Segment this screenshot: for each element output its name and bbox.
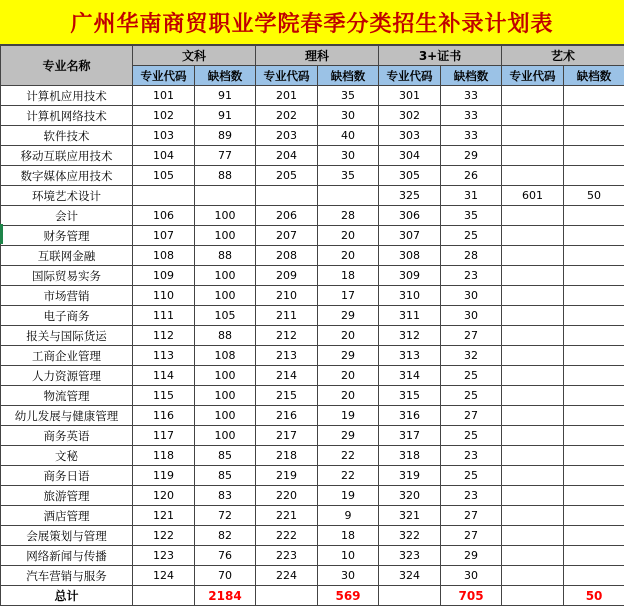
cert-quota-cell[interactable]: 30 — [441, 306, 502, 326]
science-code-cell[interactable]: 210 — [256, 286, 318, 306]
art-code-cell[interactable] — [502, 406, 564, 426]
science-code-cell[interactable]: 216 — [256, 406, 318, 426]
science-quota-cell[interactable]: 20 — [318, 366, 379, 386]
header-quota[interactable]: 缺档数 — [318, 66, 379, 86]
table-row — [1, 526, 624, 546]
science-quota-cell[interactable]: 30 — [318, 146, 379, 166]
total-row — [1, 586, 624, 606]
art-quota-cell[interactable] — [564, 546, 624, 566]
total-certificate[interactable]: 705 — [441, 586, 502, 606]
header-quota[interactable]: 缺档数 — [195, 66, 256, 86]
cert-quota-cell[interactable]: 27 — [441, 406, 502, 426]
header-major-name[interactable]: 专业名称 — [1, 46, 133, 86]
cert-quota-cell[interactable]: 33 — [441, 86, 502, 106]
header-code[interactable]: 专业代码 — [502, 66, 564, 86]
science-quota-cell[interactable]: 18 — [318, 526, 379, 546]
total-empty-cell[interactable] — [256, 586, 318, 606]
art-quota-cell[interactable] — [564, 266, 624, 286]
liberal-code-cell[interactable]: 107 — [133, 226, 195, 246]
table-row — [1, 406, 624, 426]
cert-quota-cell[interactable]: 25 — [441, 226, 502, 246]
art-code-cell[interactable] — [502, 126, 564, 146]
science-quota-cell[interactable]: 19 — [318, 486, 379, 506]
science-quota-cell[interactable]: 20 — [318, 326, 379, 346]
art-quota-cell[interactable] — [564, 286, 624, 306]
art-quota-cell[interactable] — [564, 126, 624, 146]
liberal-code-cell[interactable]: 122 — [133, 526, 195, 546]
cert-quota-cell[interactable]: 30 — [441, 286, 502, 306]
liberal-quota-cell[interactable]: 85 — [195, 466, 256, 486]
table-row — [1, 306, 624, 326]
cert-quota-cell[interactable]: 35 — [441, 206, 502, 226]
art-quota-cell[interactable] — [564, 506, 624, 526]
liberal-code-cell[interactable]: 117 — [133, 426, 195, 446]
cert-code-cell[interactable]: 312 — [379, 326, 441, 346]
science-code-cell[interactable]: 219 — [256, 466, 318, 486]
science-quota-cell[interactable] — [318, 186, 379, 206]
table-row — [1, 146, 624, 166]
major-name-cell[interactable]: 计算机应用技术 — [1, 86, 133, 106]
liberal-code-cell[interactable]: 112 — [133, 326, 195, 346]
total-liberal-arts[interactable]: 2184 — [195, 586, 256, 606]
science-code-cell[interactable]: 220 — [256, 486, 318, 506]
header-code[interactable]: 专业代码 — [133, 66, 195, 86]
cert-quota-cell[interactable]: 31 — [441, 186, 502, 206]
art-code-cell[interactable] — [502, 546, 564, 566]
art-code-cell[interactable] — [502, 506, 564, 526]
cert-code-cell[interactable]: 307 — [379, 226, 441, 246]
art-quota-cell[interactable] — [564, 346, 624, 366]
liberal-quota-cell[interactable]: 100 — [195, 406, 256, 426]
art-code-cell[interactable] — [502, 306, 564, 326]
art-quota-cell[interactable] — [564, 466, 624, 486]
cert-code-cell[interactable]: 321 — [379, 506, 441, 526]
table-row — [1, 246, 624, 266]
science-code-cell[interactable]: 203 — [256, 126, 318, 146]
cert-quota-cell[interactable]: 23 — [441, 486, 502, 506]
cert-quota-cell[interactable]: 25 — [441, 466, 502, 486]
science-quota-cell[interactable]: 20 — [318, 226, 379, 246]
art-code-cell[interactable] — [502, 346, 564, 366]
cert-quota-cell[interactable]: 27 — [441, 326, 502, 346]
cert-quota-cell[interactable]: 27 — [441, 506, 502, 526]
total-empty-cell[interactable] — [379, 586, 441, 606]
major-name-cell[interactable]: 互联网金融 — [1, 246, 133, 266]
liberal-code-cell[interactable]: 108 — [133, 246, 195, 266]
cert-code-cell[interactable]: 317 — [379, 426, 441, 446]
liberal-quota-cell[interactable]: 100 — [195, 366, 256, 386]
liberal-code-cell[interactable]: 119 — [133, 466, 195, 486]
art-quota-cell[interactable] — [564, 526, 624, 546]
liberal-code-cell[interactable] — [133, 186, 195, 206]
table-row — [1, 86, 624, 106]
header-code[interactable]: 专业代码 — [256, 66, 318, 86]
science-code-cell[interactable]: 202 — [256, 106, 318, 126]
cert-code-cell[interactable]: 314 — [379, 366, 441, 386]
header-group-liberal-arts[interactable]: 文科 — [133, 46, 256, 66]
major-name-cell[interactable]: 市场营销 — [1, 286, 133, 306]
cert-code-cell[interactable]: 311 — [379, 306, 441, 326]
cert-code-cell[interactable]: 315 — [379, 386, 441, 406]
art-quota-cell[interactable] — [564, 486, 624, 506]
table-row — [1, 486, 624, 506]
science-quota-cell[interactable]: 40 — [318, 126, 379, 146]
major-name-cell[interactable]: 计算机网络技术 — [1, 106, 133, 126]
art-code-cell[interactable] — [502, 206, 564, 226]
liberal-code-cell[interactable]: 115 — [133, 386, 195, 406]
science-quota-cell[interactable]: 18 — [318, 266, 379, 286]
liberal-code-cell[interactable]: 123 — [133, 546, 195, 566]
art-quota-cell[interactable] — [564, 106, 624, 126]
liberal-quota-cell[interactable]: 72 — [195, 506, 256, 526]
science-quota-cell[interactable]: 9 — [318, 506, 379, 526]
total-empty-cell[interactable] — [133, 586, 195, 606]
science-quota-cell[interactable]: 10 — [318, 546, 379, 566]
major-name-cell[interactable]: 移动互联应用技术 — [1, 146, 133, 166]
total-label[interactable]: 总计 — [1, 586, 133, 606]
science-code-cell[interactable]: 201 — [256, 86, 318, 106]
liberal-quota-cell[interactable]: 105 — [195, 306, 256, 326]
science-code-cell[interactable]: 223 — [256, 546, 318, 566]
major-name-cell[interactable]: 幼儿发展与健康管理 — [1, 406, 133, 426]
cert-quota-cell[interactable]: 33 — [441, 126, 502, 146]
art-code-cell[interactable] — [502, 326, 564, 346]
table-row — [1, 326, 624, 346]
art-code-cell[interactable] — [502, 246, 564, 266]
cert-code-cell[interactable]: 306 — [379, 206, 441, 226]
cert-code-cell[interactable]: 308 — [379, 246, 441, 266]
cert-code-cell[interactable]: 324 — [379, 566, 441, 586]
science-quota-cell[interactable]: 19 — [318, 406, 379, 426]
science-quota-cell[interactable]: 30 — [318, 566, 379, 586]
liberal-code-cell[interactable]: 124 — [133, 566, 195, 586]
major-name-cell[interactable]: 环境艺术设计 — [1, 186, 133, 206]
table-row — [1, 446, 624, 466]
art-quota-cell[interactable] — [564, 246, 624, 266]
cert-quota-cell[interactable]: 26 — [441, 166, 502, 186]
major-name-cell[interactable]: 报关与国际货运 — [1, 326, 133, 346]
science-code-cell[interactable]: 204 — [256, 146, 318, 166]
art-code-cell[interactable] — [502, 86, 564, 106]
science-quota-cell[interactable]: 29 — [318, 426, 379, 446]
science-quota-cell[interactable]: 22 — [318, 446, 379, 466]
cert-code-cell[interactable]: 313 — [379, 346, 441, 366]
cert-code-cell[interactable]: 301 — [379, 86, 441, 106]
liberal-code-cell[interactable]: 110 — [133, 286, 195, 306]
header-group-science[interactable]: 理科 — [256, 46, 379, 66]
art-code-cell[interactable] — [502, 226, 564, 246]
major-name-cell[interactable]: 商务日语 — [1, 466, 133, 486]
cert-code-cell[interactable]: 322 — [379, 526, 441, 546]
table-row — [1, 266, 624, 286]
header-quota[interactable]: 缺档数 — [441, 66, 502, 86]
art-code-cell[interactable] — [502, 426, 564, 446]
science-code-cell[interactable]: 222 — [256, 526, 318, 546]
liberal-quota-cell[interactable]: 85 — [195, 446, 256, 466]
art-code-cell[interactable] — [502, 566, 564, 586]
cert-quota-cell[interactable]: 30 — [441, 566, 502, 586]
cert-quota-cell[interactable]: 29 — [441, 546, 502, 566]
enrollment-table — [0, 45, 624, 606]
science-quota-cell[interactable]: 35 — [318, 166, 379, 186]
liberal-code-cell[interactable]: 104 — [133, 146, 195, 166]
cert-quota-cell[interactable]: 25 — [441, 366, 502, 386]
total-art[interactable]: 50 — [564, 586, 624, 606]
table-row — [1, 186, 624, 206]
art-code-cell[interactable] — [502, 466, 564, 486]
art-quota-cell[interactable] — [564, 386, 624, 406]
art-code-cell[interactable] — [502, 106, 564, 126]
liberal-quota-cell[interactable] — [195, 186, 256, 206]
table-row — [1, 106, 624, 126]
liberal-quota-cell[interactable]: 82 — [195, 526, 256, 546]
science-quota-cell[interactable]: 20 — [318, 246, 379, 266]
science-code-cell[interactable]: 209 — [256, 266, 318, 286]
science-quota-cell[interactable]: 28 — [318, 206, 379, 226]
header-quota[interactable]: 缺档数 — [564, 66, 624, 86]
science-code-cell[interactable]: 215 — [256, 386, 318, 406]
liberal-quota-cell[interactable]: 88 — [195, 166, 256, 186]
liberal-quota-cell[interactable]: 83 — [195, 486, 256, 506]
cert-code-cell[interactable]: 303 — [379, 126, 441, 146]
table-row — [1, 346, 624, 366]
major-name-cell[interactable]: 商务英语 — [1, 426, 133, 446]
science-code-cell[interactable]: 221 — [256, 506, 318, 526]
total-science[interactable]: 569 — [318, 586, 379, 606]
science-quota-cell[interactable]: 30 — [318, 106, 379, 126]
total-empty-cell[interactable] — [502, 586, 564, 606]
cert-quota-cell[interactable]: 28 — [441, 246, 502, 266]
liberal-code-cell[interactable]: 118 — [133, 446, 195, 466]
liberal-code-cell[interactable]: 102 — [133, 106, 195, 126]
table-row — [1, 546, 624, 566]
liberal-quota-cell[interactable]: 88 — [195, 326, 256, 346]
liberal-code-cell[interactable]: 101 — [133, 86, 195, 106]
cert-code-cell[interactable]: 302 — [379, 106, 441, 126]
liberal-code-cell[interactable]: 109 — [133, 266, 195, 286]
science-code-cell[interactable]: 214 — [256, 366, 318, 386]
liberal-quota-cell[interactable]: 88 — [195, 246, 256, 266]
liberal-quota-cell[interactable]: 91 — [195, 86, 256, 106]
major-name-cell[interactable]: 旅游管理 — [1, 486, 133, 506]
science-code-cell[interactable]: 224 — [256, 566, 318, 586]
cert-quota-cell[interactable]: 32 — [441, 346, 502, 366]
science-quota-cell[interactable]: 22 — [318, 466, 379, 486]
science-code-cell[interactable] — [256, 186, 318, 206]
cert-code-cell[interactable]: 310 — [379, 286, 441, 306]
liberal-quota-cell[interactable]: 100 — [195, 426, 256, 446]
science-quota-cell[interactable]: 35 — [318, 86, 379, 106]
cert-quota-cell[interactable]: 25 — [441, 386, 502, 406]
cert-quota-cell[interactable]: 27 — [441, 526, 502, 546]
table-row — [1, 166, 624, 186]
science-code-cell[interactable]: 218 — [256, 446, 318, 466]
row-selection-marker — [0, 224, 3, 244]
cert-code-cell[interactable]: 320 — [379, 486, 441, 506]
cert-quota-cell[interactable]: 33 — [441, 106, 502, 126]
cert-code-cell[interactable]: 319 — [379, 466, 441, 486]
header-group-certificate[interactable]: 3+证书 — [379, 46, 502, 66]
table-row — [1, 566, 624, 586]
art-code-cell[interactable] — [502, 386, 564, 406]
art-code-cell[interactable] — [502, 486, 564, 506]
art-code-cell[interactable] — [502, 446, 564, 466]
liberal-quota-cell[interactable]: 70 — [195, 566, 256, 586]
science-code-cell[interactable]: 208 — [256, 246, 318, 266]
cert-code-cell[interactable]: 316 — [379, 406, 441, 426]
art-quota-cell[interactable]: 50 — [564, 186, 624, 206]
art-code-cell[interactable] — [502, 366, 564, 386]
art-quota-cell[interactable] — [564, 146, 624, 166]
table-row — [1, 366, 624, 386]
liberal-quota-cell[interactable]: 77 — [195, 146, 256, 166]
liberal-code-cell[interactable]: 116 — [133, 406, 195, 426]
liberal-code-cell[interactable]: 113 — [133, 346, 195, 366]
liberal-code-cell[interactable]: 111 — [133, 306, 195, 326]
header-code[interactable]: 专业代码 — [379, 66, 441, 86]
major-name-cell[interactable]: 软件技术 — [1, 126, 133, 146]
science-code-cell[interactable]: 211 — [256, 306, 318, 326]
liberal-quota-cell[interactable]: 100 — [195, 226, 256, 246]
liberal-quota-cell[interactable]: 76 — [195, 546, 256, 566]
art-quota-cell[interactable] — [564, 366, 624, 386]
science-code-cell[interactable]: 212 — [256, 326, 318, 346]
art-code-cell[interactable] — [502, 286, 564, 306]
sheet-title: 广州华南商贸职业学院春季分类招生补录计划表 — [0, 0, 624, 45]
liberal-code-cell[interactable]: 105 — [133, 166, 195, 186]
major-name-cell[interactable]: 会展策划与管理 — [1, 526, 133, 546]
major-name-cell[interactable]: 人力资源管理 — [1, 366, 133, 386]
art-quota-cell[interactable] — [564, 326, 624, 346]
major-name-cell[interactable]: 酒店管理 — [1, 506, 133, 526]
art-quota-cell[interactable] — [564, 446, 624, 466]
liberal-code-cell[interactable]: 120 — [133, 486, 195, 506]
art-code-cell[interactable] — [502, 266, 564, 286]
art-quota-cell[interactable] — [564, 86, 624, 106]
science-quota-cell[interactable]: 20 — [318, 386, 379, 406]
table-row — [1, 286, 624, 306]
art-code-cell[interactable] — [502, 146, 564, 166]
liberal-quota-cell[interactable]: 100 — [195, 266, 256, 286]
science-code-cell[interactable]: 207 — [256, 226, 318, 246]
liberal-quota-cell[interactable]: 100 — [195, 206, 256, 226]
header-group-art[interactable]: 艺术 — [502, 46, 624, 66]
table-row — [1, 126, 624, 146]
cert-code-cell[interactable]: 305 — [379, 166, 441, 186]
cert-code-cell[interactable]: 323 — [379, 546, 441, 566]
cert-code-cell[interactable]: 309 — [379, 266, 441, 286]
liberal-quota-cell[interactable]: 100 — [195, 286, 256, 306]
liberal-code-cell[interactable]: 103 — [133, 126, 195, 146]
table-row — [1, 506, 624, 526]
art-quota-cell[interactable] — [564, 306, 624, 326]
major-name-cell[interactable]: 财务管理 — [1, 226, 133, 246]
major-name-cell[interactable]: 会计 — [1, 206, 133, 226]
science-code-cell[interactable]: 213 — [256, 346, 318, 366]
science-code-cell[interactable]: 206 — [256, 206, 318, 226]
liberal-quota-cell[interactable]: 108 — [195, 346, 256, 366]
liberal-quota-cell[interactable]: 89 — [195, 126, 256, 146]
liberal-code-cell[interactable]: 106 — [133, 206, 195, 226]
science-quota-cell[interactable]: 17 — [318, 286, 379, 306]
major-name-cell[interactable]: 数字媒体应用技术 — [1, 166, 133, 186]
art-code-cell[interactable] — [502, 526, 564, 546]
art-code-cell[interactable] — [502, 166, 564, 186]
major-name-cell[interactable]: 网络新闻与传播 — [1, 546, 133, 566]
major-name-cell[interactable]: 汽车营销与服务 — [1, 566, 133, 586]
art-quota-cell[interactable] — [564, 226, 624, 246]
art-quota-cell[interactable] — [564, 166, 624, 186]
art-quota-cell[interactable] — [564, 406, 624, 426]
liberal-code-cell[interactable]: 121 — [133, 506, 195, 526]
major-name-cell[interactable]: 文秘 — [1, 446, 133, 466]
table-row — [1, 206, 624, 226]
art-quota-cell[interactable] — [564, 206, 624, 226]
major-name-cell[interactable]: 国际贸易实务 — [1, 266, 133, 286]
art-quota-cell[interactable] — [564, 566, 624, 586]
cert-quota-cell[interactable]: 23 — [441, 446, 502, 466]
science-quota-cell[interactable]: 29 — [318, 306, 379, 326]
science-code-cell[interactable]: 205 — [256, 166, 318, 186]
cert-code-cell[interactable]: 304 — [379, 146, 441, 166]
cert-code-cell[interactable]: 325 — [379, 186, 441, 206]
major-name-cell[interactable]: 电子商务 — [1, 306, 133, 326]
science-quota-cell[interactable]: 29 — [318, 346, 379, 366]
liberal-code-cell[interactable]: 114 — [133, 366, 195, 386]
art-quota-cell[interactable] — [564, 426, 624, 446]
science-code-cell[interactable]: 217 — [256, 426, 318, 446]
liberal-quota-cell[interactable]: 100 — [195, 386, 256, 406]
cert-quota-cell[interactable]: 23 — [441, 266, 502, 286]
art-code-cell[interactable]: 601 — [502, 186, 564, 206]
table-row — [1, 386, 624, 406]
cert-code-cell[interactable]: 318 — [379, 446, 441, 466]
cert-quota-cell[interactable]: 29 — [441, 146, 502, 166]
table-row — [1, 466, 624, 486]
liberal-quota-cell[interactable]: 91 — [195, 106, 256, 126]
cert-quota-cell[interactable]: 25 — [441, 426, 502, 446]
table-row — [1, 226, 624, 246]
major-name-cell[interactable]: 物流管理 — [1, 386, 133, 406]
major-name-cell[interactable]: 工商企业管理 — [1, 346, 133, 366]
table-row — [1, 426, 624, 446]
